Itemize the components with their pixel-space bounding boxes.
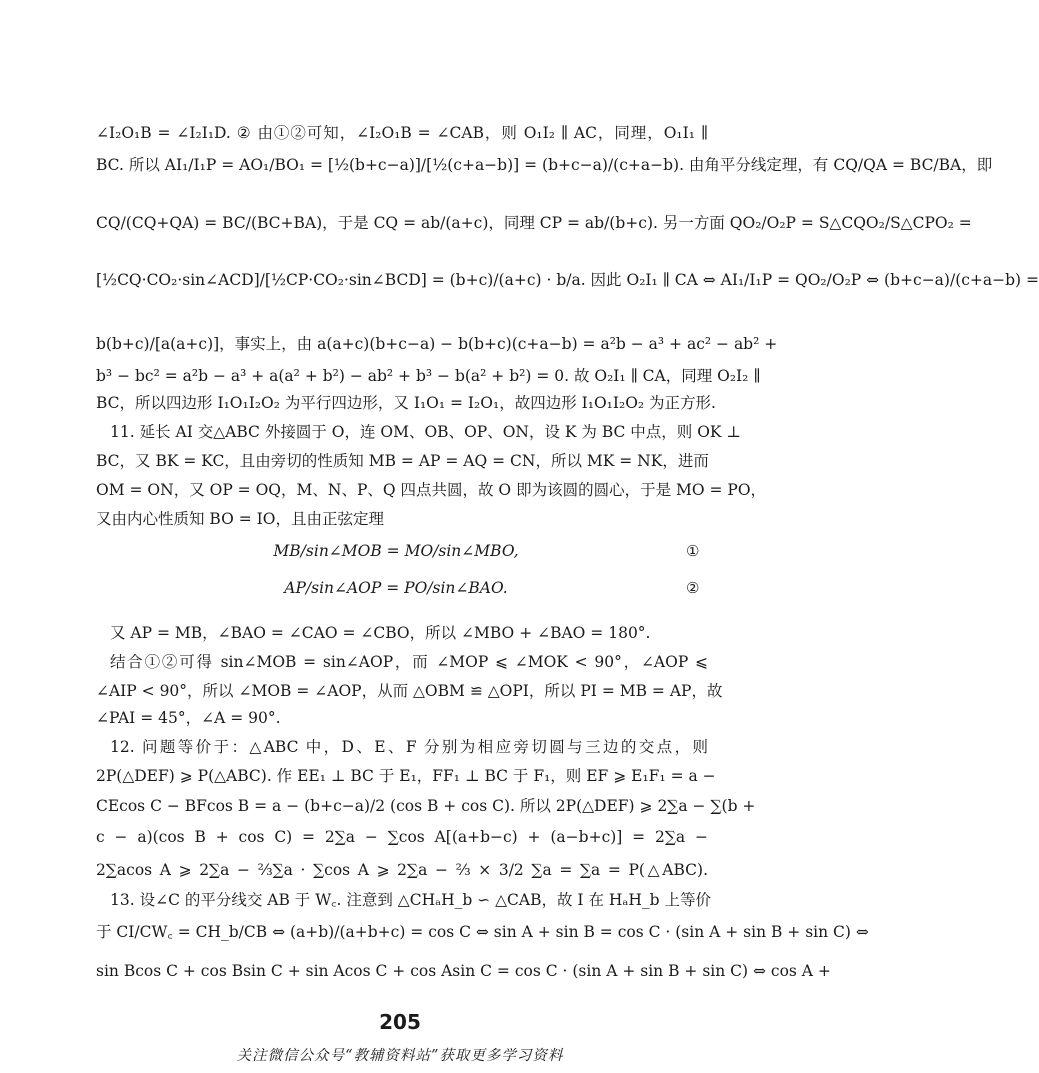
text-line: sin Bcos C + cos Bsin C + sin Acos C + cos Asin C = cos C · (sin A + sin B + sin C) ⇔ cos A +: [96, 962, 831, 980]
text-line: 2∑acos A ⩾ 2∑a − ⅔∑a · ∑cos A ⩾ 2∑a − ⅔ × 3/2 ∑a = ∑a = P(△ABC).: [96, 861, 708, 879]
problem-11-start: 11. 延长 AI 交△ABC 外接圆于 O，连 OM、OB、OP、ON，设 K 为 BC 中点，则 OK ⊥: [110, 423, 742, 441]
text-line: BC. 所以 AI₁/I₁P = AO₁/BO₁ = [½(b+c−a)]/[½(c+a−b)] = (b+c−a)/(c+a−b). 由角平分线定理，有 CQ/QA = BC/BA，即: [96, 156, 993, 174]
text-line: ∠I₂O₁B = ∠I₂I₁D. ② 由①②可知，∠I₂O₁B = ∠CAB，则 O₁I₂ ∥ AC，同理，O₁I₁ ∥: [96, 124, 708, 142]
text-line: OM = ON，又 OP = OQ，M、N、P、Q 四点共圆，故 O 即为该圆的圆心，于是 MO = PO，: [96, 481, 767, 499]
text-line: 又由内心性质知 BO = IO，且由正弦定理: [96, 510, 384, 528]
text-line: CQ/(CQ+QA) = BC/(BC+BA)，于是 CQ = ab/(a+c)，同理 CP = ab/(b+c). 另一方面 QO₂/O₂P = S△CQO₂/S△CPO₂ =: [96, 214, 972, 232]
equation-2-number: ②: [686, 579, 700, 597]
text-line: BC，又 BK = KC，且由旁切的性质知 MB = AP = AQ = CN，所以 MK = NK，进而: [96, 452, 709, 470]
text-line: BC，所以四边形 I₁O₁I₂O₂ 为平行四边形，又 I₁O₁ = I₂O₁，故四边形 I₁O₁I₂O₂ 为正方形.: [96, 394, 716, 412]
text-line: 2P(△DEF) ⩾ P(△ABC). 作 EE₁ ⊥ BC 于 E₁，FF₁ ⊥ BC 于 F₁，则 EF ⩾ E₁F₁ = a −: [96, 767, 716, 785]
problem-13-start: 13. 设∠C 的平分线交 AB 于 W꜀. 注意到 △CHₐH_b ∽ △CAB，故 I 在 HₐH_b 上等价: [110, 891, 711, 909]
equation-1-number: ①: [686, 542, 700, 560]
problem-12-start: 12. 问题等价于：△ABC 中，D、E、F 分别为相应旁切圆与三边的交点，则: [110, 738, 708, 756]
text-line: ∠AIP < 90°，所以 ∠MOB = ∠AOP，从而 △OBM ≌ △OPI，所以 PI = MB = AP，故: [96, 682, 723, 700]
equation-1: MB/sin∠MOB = MO/sin∠MBO,: [273, 542, 519, 560]
page-number: 205: [379, 1010, 421, 1034]
footer-note: 关注微信公众号“教辅资料站”获取更多学习资料: [236, 1048, 564, 1064]
text-line: [½CQ·CO₂·sin∠ACD]/[½CP·CO₂·sin∠BCD] = (b+c)/(a+c) · b/a. 因此 O₂I₁ ∥ CA ⇔ AI₁/I₁P = QO₂/O₂P ⇔ (b+c−a)/(c+a−b) =: [96, 271, 1039, 289]
text-line: 又 AP = MB，∠BAO = ∠CAO = ∠CBO，所以 ∠MBO + ∠BAO = 180°.: [110, 624, 651, 642]
text-line: 于 CI/CW꜀ = CH_b/CB ⇔ (a+b)/(a+b+c) = cos C ⇔ sin A + sin B = cos C · (sin A + sin B + sin C) ⇔: [96, 923, 869, 941]
text-line: b³ − bc² = a²b − a³ + a(a² + b²) − ab² + b³ − b(a² + b²) = 0. 故 O₂I₁ ∥ CA，同理 O₂I₂ ∥: [96, 367, 761, 385]
text-line: ∠PAI = 45°，∠A = 90°.: [96, 709, 281, 727]
text-line: CEcos C − BFcos B = a − (b+c−a)/2 (cos B + cos C). 所以 2P(△DEF) ⩾ 2∑a − ∑(b +: [96, 797, 756, 815]
equation-2: AP/sin∠AOP = PO/sin∠BAO.: [284, 579, 508, 597]
text-line: 结合①②可得 sin∠MOB = sin∠AOP，而 ∠MOP ⩽ ∠MOK < 90°，∠AOP ⩽: [110, 653, 708, 671]
text-line: b(b+c)/[a(a+c)]，事实上，由 a(a+c)(b+c−a) − b(b+c)(c+a−b) = a²b − a³ + ac² − ab² +: [96, 335, 778, 353]
page-content: [96, 0, 1039, 1073]
text-line: c − a)(cos B + cos C) = 2∑a − ∑cos A[(a+b−c) + (a−b+c)] = 2∑a −: [96, 828, 708, 846]
